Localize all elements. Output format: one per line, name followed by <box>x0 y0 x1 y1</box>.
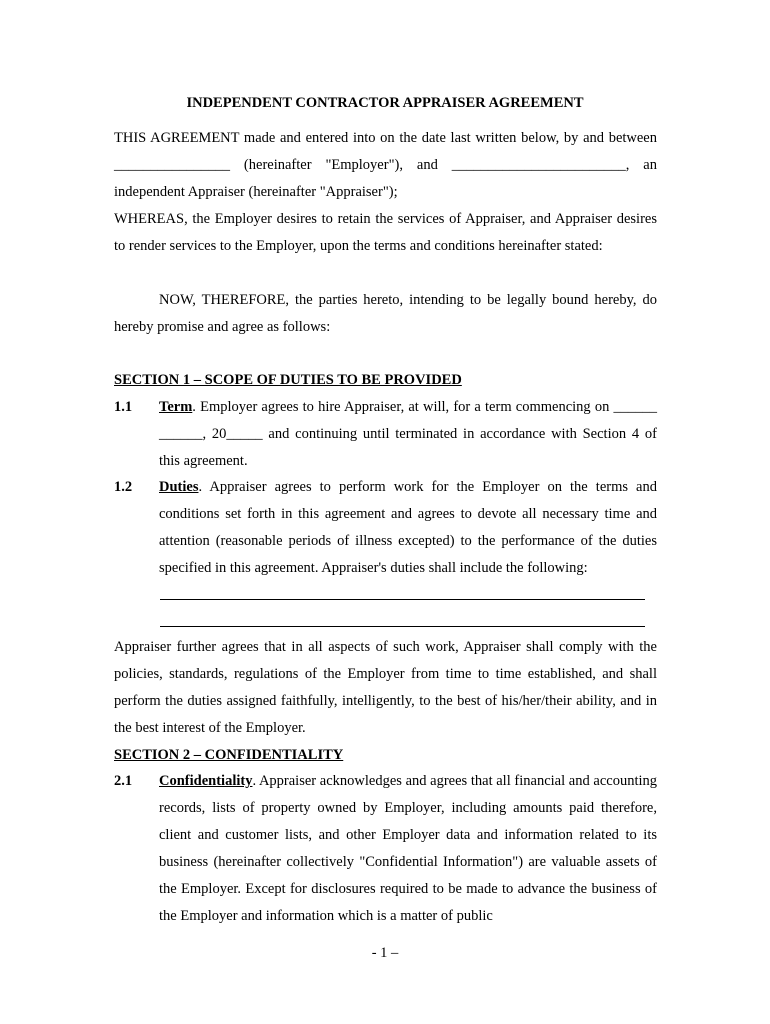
page-number: - 1 – <box>371 945 399 961</box>
clause-1-1-title: Term <box>159 399 193 415</box>
document-title: INDEPENDENT CONTRACTOR APPRAISER AGREEMENT <box>186 95 584 111</box>
whereas-paragraph: WHEREAS, the Employer desires to retain the services of Appraiser, and Appraiser desires to render services to the Employer, upon the terms and conditions hereinafter stated: <box>114 211 657 254</box>
clause-2-1-title: Confidentiality <box>159 773 253 789</box>
clause-2-1-number: 2.1 <box>114 773 133 789</box>
clause-1-2-number: 1.2 <box>114 479 133 495</box>
now-therefore-paragraph: NOW, THEREFORE, the parties hereto, intending to be legally bound hereby, do hereby promise and agree as follows: <box>114 292 657 335</box>
clause-1-2-text: . Appraiser agrees to perform work for the Employer on the terms and conditions set forth in this agreement and agrees to devote all necessary time and attention (reasonable periods of illness excepted) to the performance of the duties specified in this agreement. Appraiser's duties shall include the following: <box>159 479 657 576</box>
clause-1-1-text: . Employer agrees to hire Appraiser, at will, for a term commencing on ______ ______, 20_____ and continuing until terminated in accordance with Section 4 of this agreement. <box>159 399 657 469</box>
intro-paragraph: THIS AGREEMENT made and entered into on the date last written below, by and between ________________ (hereinafter "Employer"), and ________________________, an independent Appraiser (hereinafter "Appraiser"); <box>114 130 657 200</box>
section-1-heading: SECTION 1 – SCOPE OF DUTIES TO BE PROVIDED <box>114 372 462 388</box>
further-agreement-paragraph: Appraiser further agrees that in all aspects of such work, Appraiser shall comply with the policies, standards, regulations of the Employer from time to time established, and shall perform the duties assigned faithfully, intelligently, to the best of his/her/their ability, and in the best interest of the Employer. <box>114 639 657 736</box>
clause-2-1-text: . Appraiser acknowledges and agrees that all financial and accounting records, lists of property owned by Employer, including amounts paid therefore, client and customer lists, and other Employer data and information related to its business (hereinafter collectively "Confidential Information") are valuable assets of the Employer. Except for disclosures required to be made to advance the business of the Employer and information which is a matter of public <box>159 773 657 924</box>
section-2-heading: SECTION 2 – CONFIDENTIALITY <box>114 747 344 763</box>
clause-1-1-number: 1.1 <box>114 399 133 415</box>
clause-1-2 <box>159 474 657 582</box>
duties-blank-line-2 <box>160 626 645 627</box>
duties-blank-line-1 <box>160 599 645 600</box>
clause-1-2-title: Duties <box>159 479 199 495</box>
clause-2-1 <box>159 768 657 930</box>
clause-1-1 <box>159 394 657 475</box>
